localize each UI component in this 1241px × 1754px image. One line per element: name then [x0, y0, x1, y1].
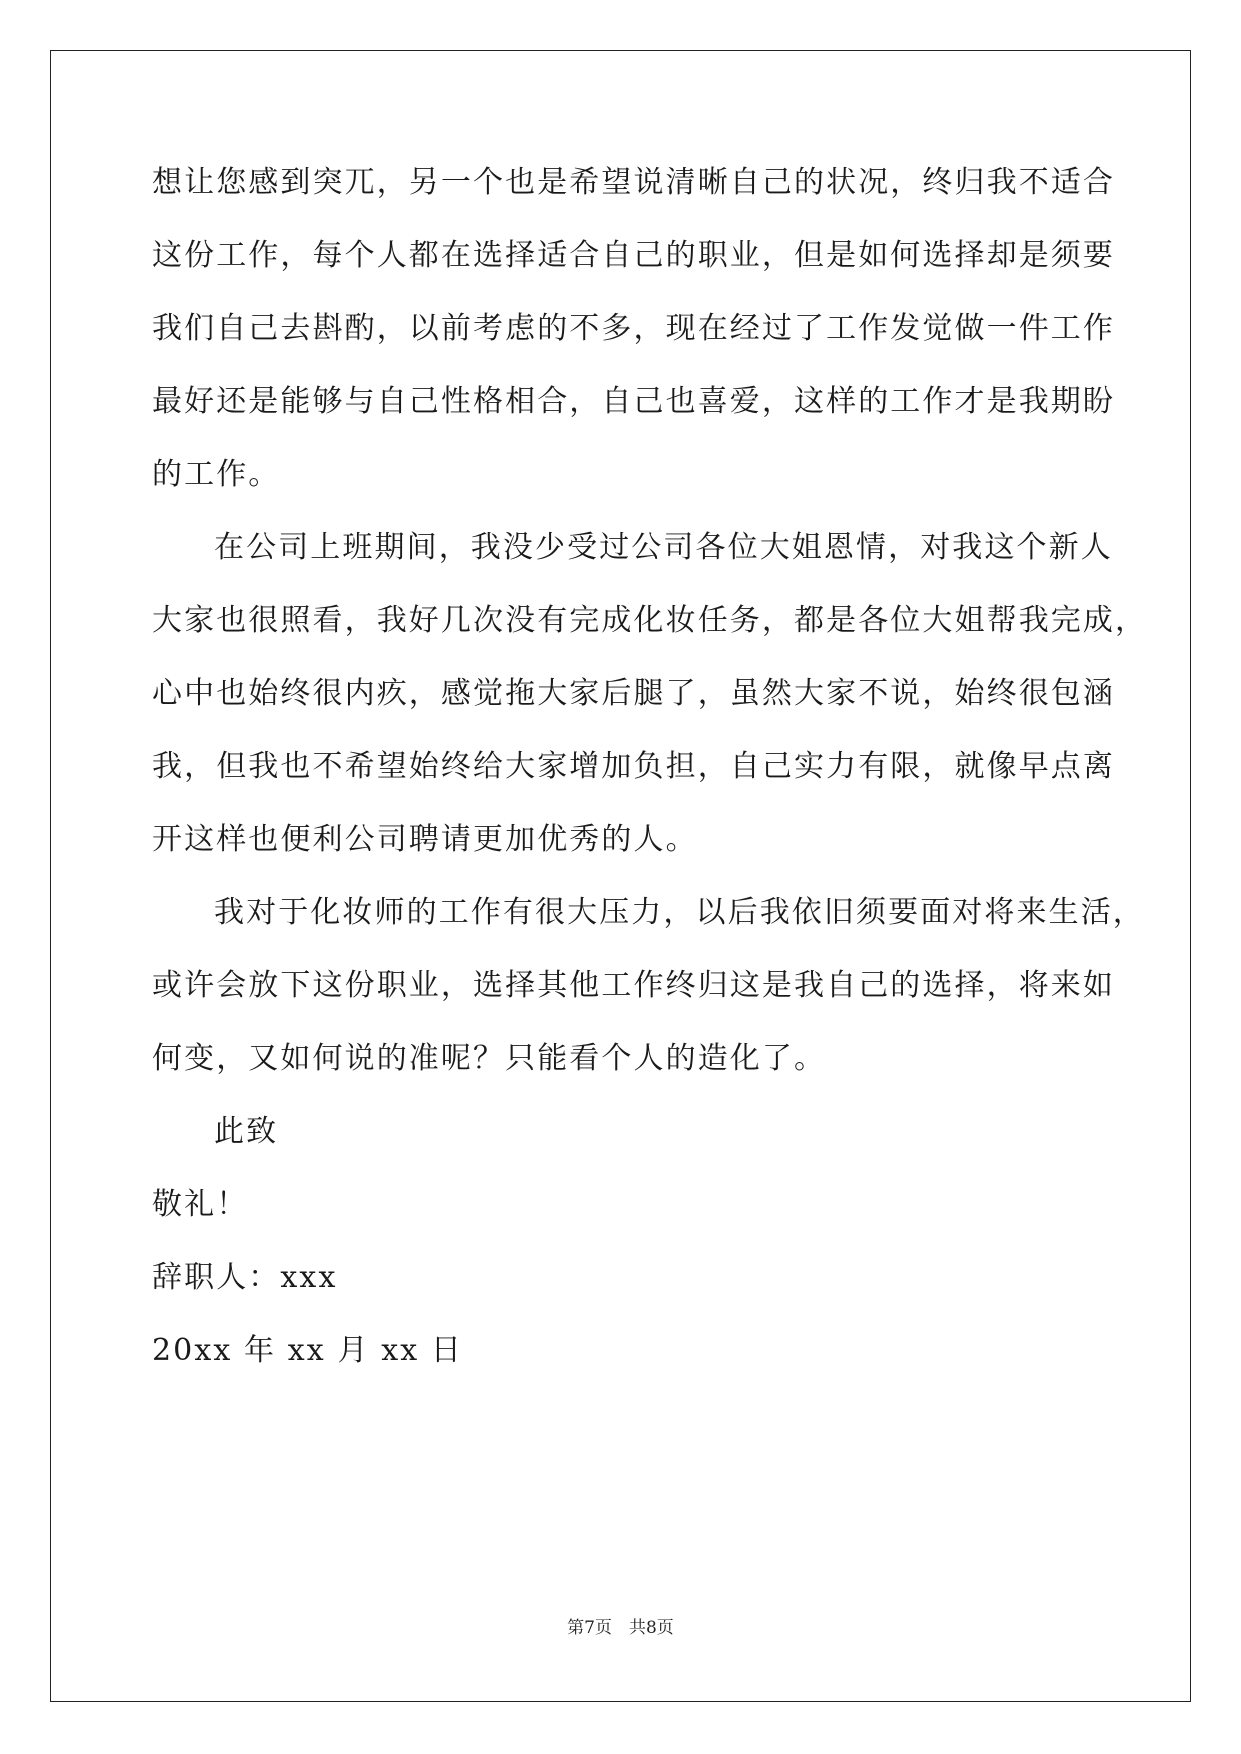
closing-regards: 敬礼！ [152, 1187, 249, 1222]
paragraph-line: 在公司上班期间，我没少受过公司各位大姐恩情，对我这个新人 [214, 530, 1113, 565]
page-border [50, 50, 1191, 1702]
paragraph-line: 心中也始终很内疚，感觉拖大家后腿了，虽然大家不说，始终很包涵 [152, 676, 1115, 711]
paragraph-line: 我们自己去斟酌，以前考虑的不多，现在经过了工作发觉做一件工作 [152, 311, 1115, 346]
paragraph-line: 这份工作，每个人都在选择适合自己的职业，但是如何选择却是须要 [152, 238, 1115, 273]
paragraph-line: 我，但我也不希望始终给大家增加负担，自己实力有限，就像早点离 [152, 749, 1115, 784]
paragraph-line: 大家也很照看，我好几次没有完成化妆任务，都是各位大姐帮我完成， [152, 603, 1148, 638]
paragraph-line: 想让您感到突兀，另一个也是希望说清晰自己的状况，终归我不适合 [152, 165, 1115, 200]
paragraph-line: 我对于化妆师的工作有很大压力，以后我依旧须要面对将来生活， [214, 895, 1145, 930]
date-line: 20xx 年 xx 月 xx 日 [152, 1333, 463, 1368]
closing-salutation: 此致 [214, 1114, 279, 1149]
page-number-footer: 第7页 共8页 [567, 1618, 674, 1638]
paragraph-line: 最好还是能够与自己性格相合，自己也喜爱，这样的工作才是我期盼 [152, 384, 1115, 419]
paragraph-line: 开这样也便利公司聘请更加优秀的人。 [152, 822, 698, 857]
signature-line: 辞职人：xxx [152, 1260, 338, 1295]
paragraph-line: 或许会放下这份职业，选择其他工作终归这是我自己的选择，将来如 [152, 968, 1115, 1003]
paragraph-line: 何变，又如何说的准呢？只能看个人的造化了。 [152, 1041, 827, 1076]
paragraph-line: 的工作。 [152, 457, 281, 492]
